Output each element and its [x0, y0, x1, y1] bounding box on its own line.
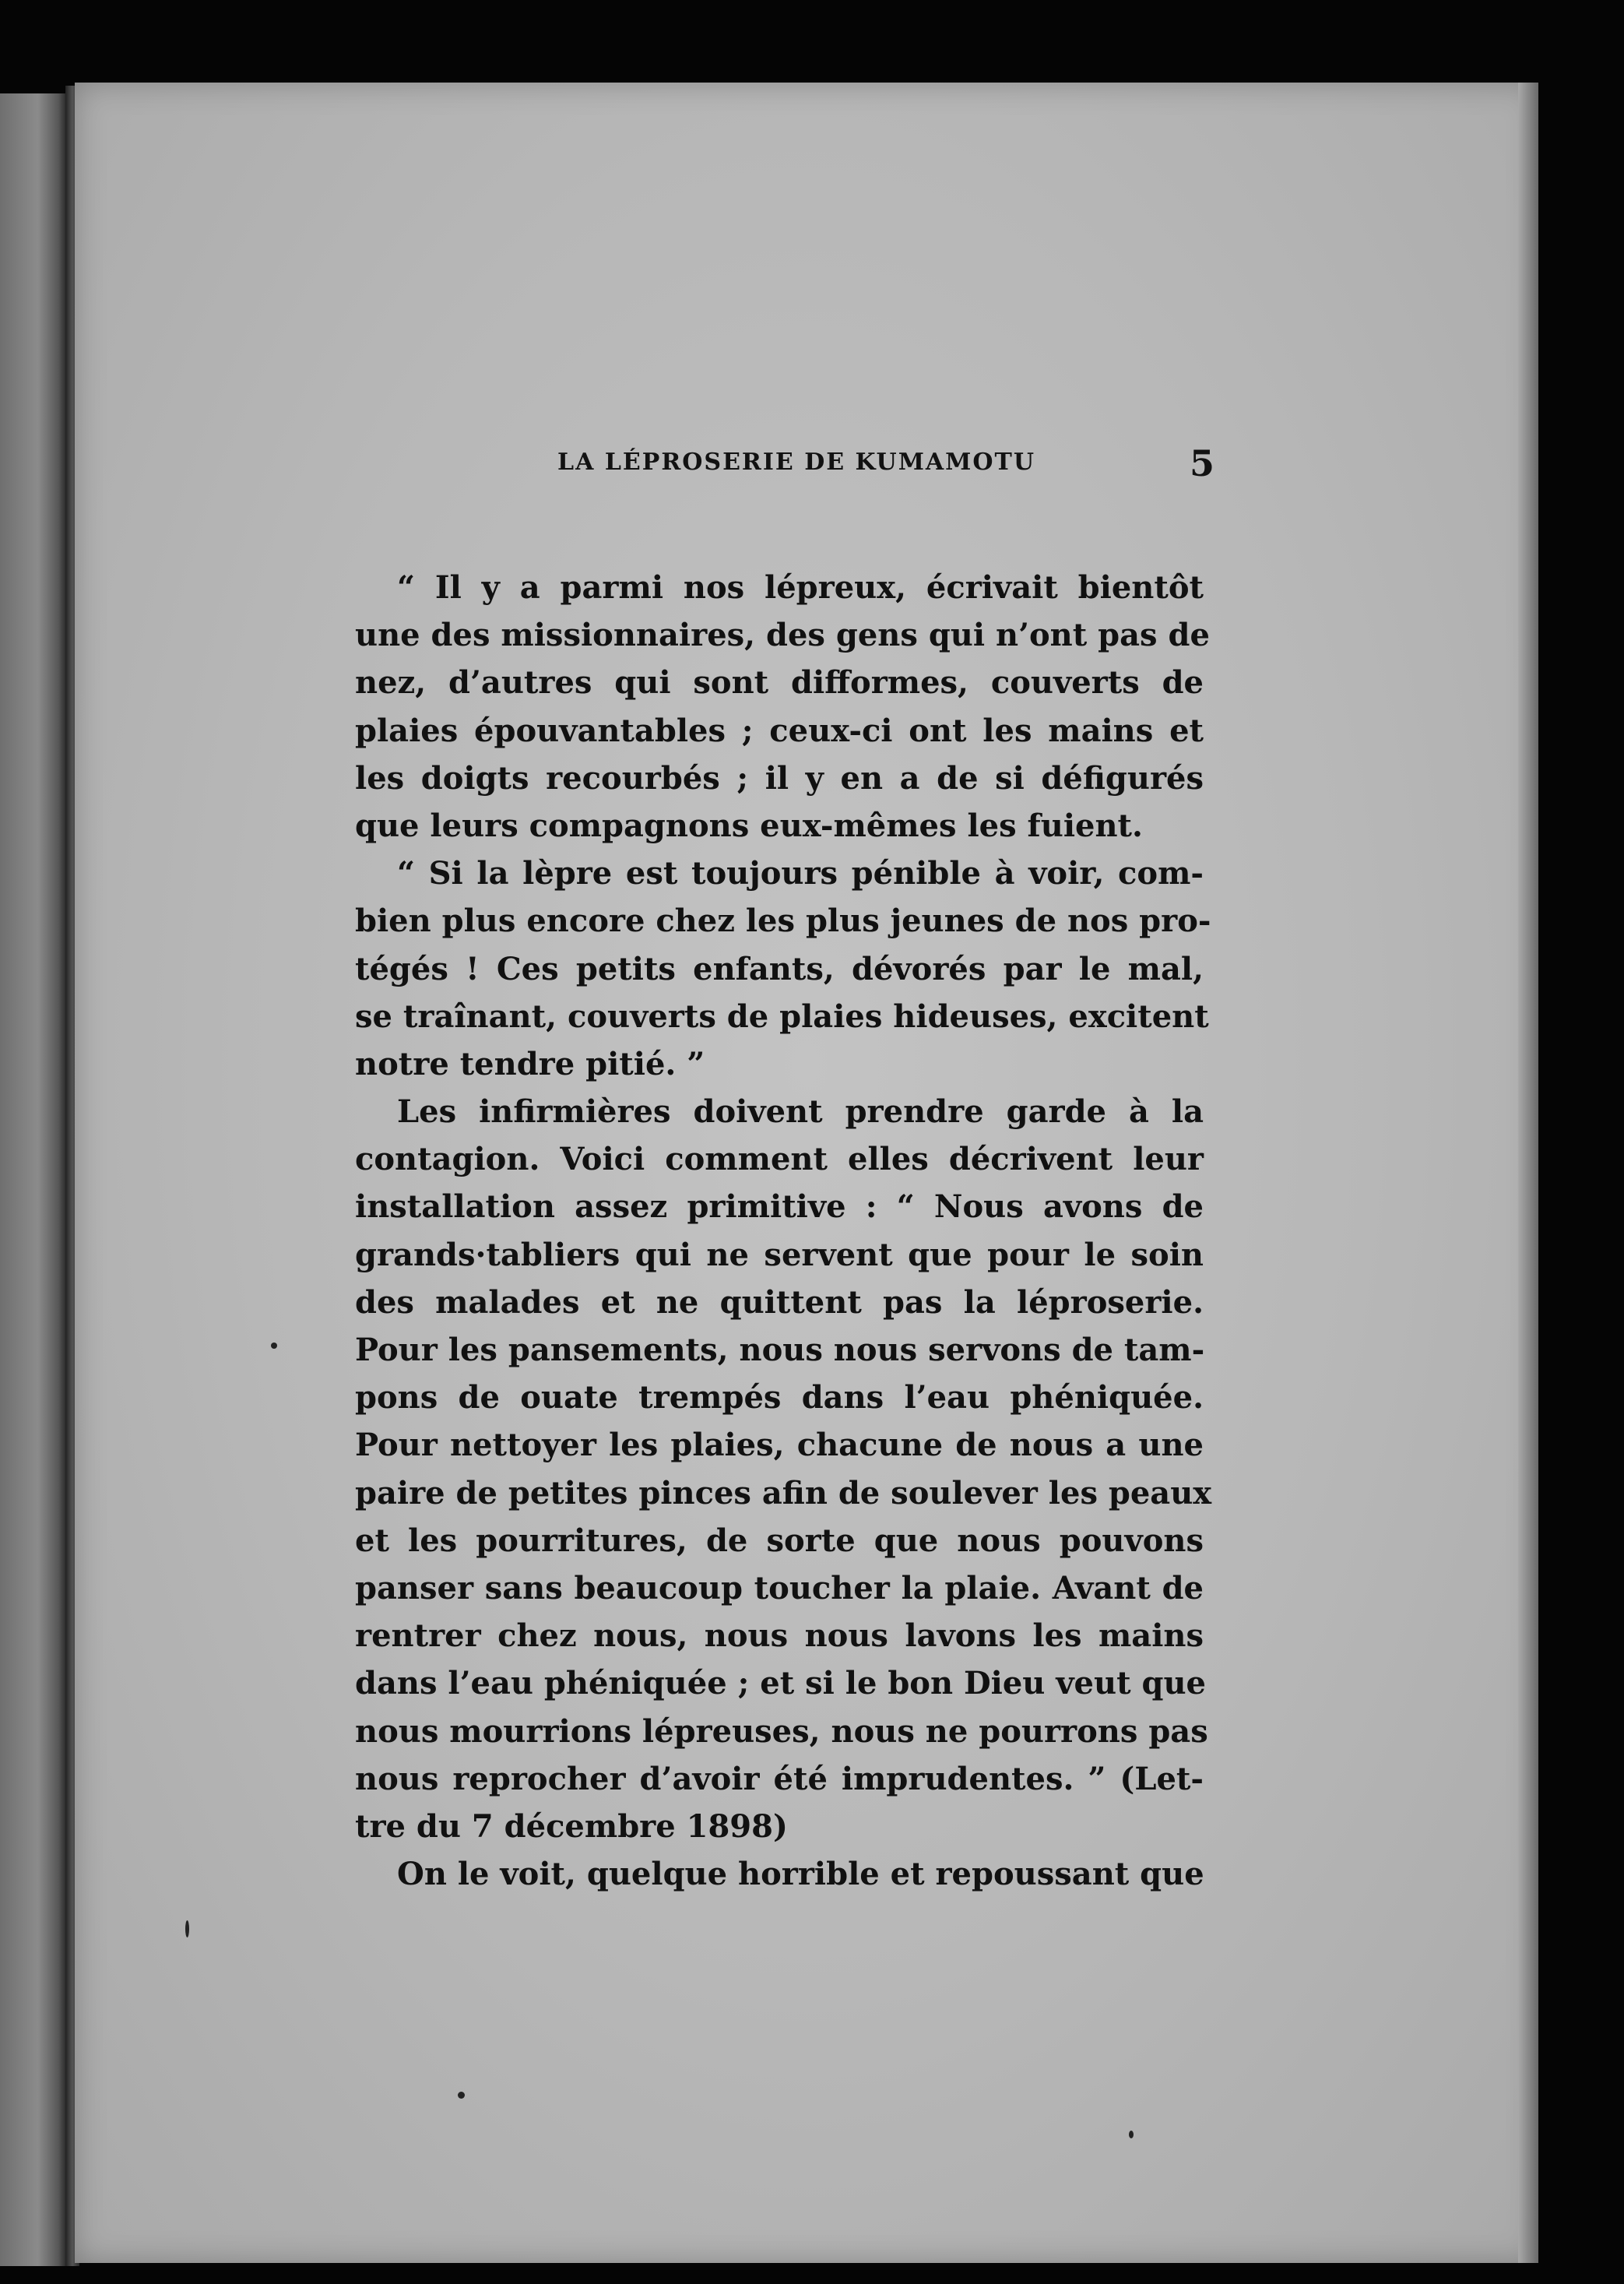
speck	[271, 1343, 277, 1349]
text-line: bien plus encore chez les plus jeunes de nos pro-	[355, 903, 1211, 940]
text-line: les doigts recourbés ; il y en a de si défigurés	[355, 759, 1204, 797]
text-line: Pour nettoyer les plaies, chacune de nous a une	[355, 1427, 1204, 1464]
text-line: tégés ! Ces petits enfants, dévorés par le mal,	[355, 950, 1204, 987]
text-line: panser sans beaucoup toucher la plaie. Avant de	[355, 1569, 1204, 1607]
page-edge-right	[1518, 83, 1538, 2263]
text-line: Pour les pansements, nous nous servons de tam-	[355, 1332, 1205, 1368]
text-line: “ Si la lèpre est toujours pénible à voir, com-	[397, 855, 1204, 892]
speck	[1129, 2131, 1134, 2138]
text-line: paire de petites pinces afin de soulever les peaux	[355, 1474, 1212, 1512]
text-line: nous mourrions lépreuses, nous ne pourrons pas	[355, 1712, 1208, 1750]
text-line: Les infirmières doivent prendre garde à la	[397, 1093, 1204, 1131]
body-text	[355, 564, 1212, 1898]
text-line: se traînant, couverts de plaies hideuses, excitent	[355, 998, 1209, 1035]
text-line: tre du 7 décembre 1898)	[355, 1807, 788, 1845]
left-page-edge	[0, 93, 69, 2266]
text-line: une des missionnaires, des gens qui n’ont pas de	[355, 617, 1210, 654]
text-line: installation assez primitive : “ Nous avons de	[355, 1188, 1204, 1226]
text-line: nous reprocher d’avoir été imprudentes. ” (Let-	[355, 1760, 1204, 1797]
text-line: notre tendre pitié. ”	[355, 1045, 705, 1082]
text-line: “ Il y a parmi nos lépreux, écrivait bientôt	[397, 569, 1204, 606]
text-line: On le voit, quelque horrible et repoussant que	[397, 1856, 1204, 1893]
text-line: et les pourritures, de sorte que nous pouvons	[355, 1522, 1204, 1559]
text-line: dans l’eau phéniquée ; et si le bon Dieu veut que	[355, 1665, 1206, 1702]
book-page	[75, 83, 1538, 2263]
text-line: que leurs compagnons eux-mêmes les fuient.	[355, 807, 1143, 844]
page-header	[75, 442, 1538, 495]
speck	[458, 2092, 465, 2099]
text-line: pons de ouate trempés dans l’eau phéniquée.	[355, 1379, 1204, 1417]
text-line: contagion. Voici comment elles décrivent leur	[355, 1141, 1204, 1178]
text-line: nez, d’autres qui sont difformes, couverts de	[355, 664, 1204, 702]
text-line: rentrer chez nous, nous nous lavons les mains	[355, 1617, 1204, 1655]
text-line: grands·tabliers qui ne servent que pour le soin	[355, 1236, 1204, 1273]
text-line: plaies épouvantables ; ceux-ci ont les mains et	[355, 712, 1204, 749]
page-number: 5	[1190, 442, 1215, 484]
speck	[185, 1920, 189, 1937]
text-line: des malades et ne quittent pas la léproserie.	[355, 1283, 1204, 1321]
running-head: LA LÉPROSERIE DE KUMAMOTU	[557, 449, 1036, 476]
